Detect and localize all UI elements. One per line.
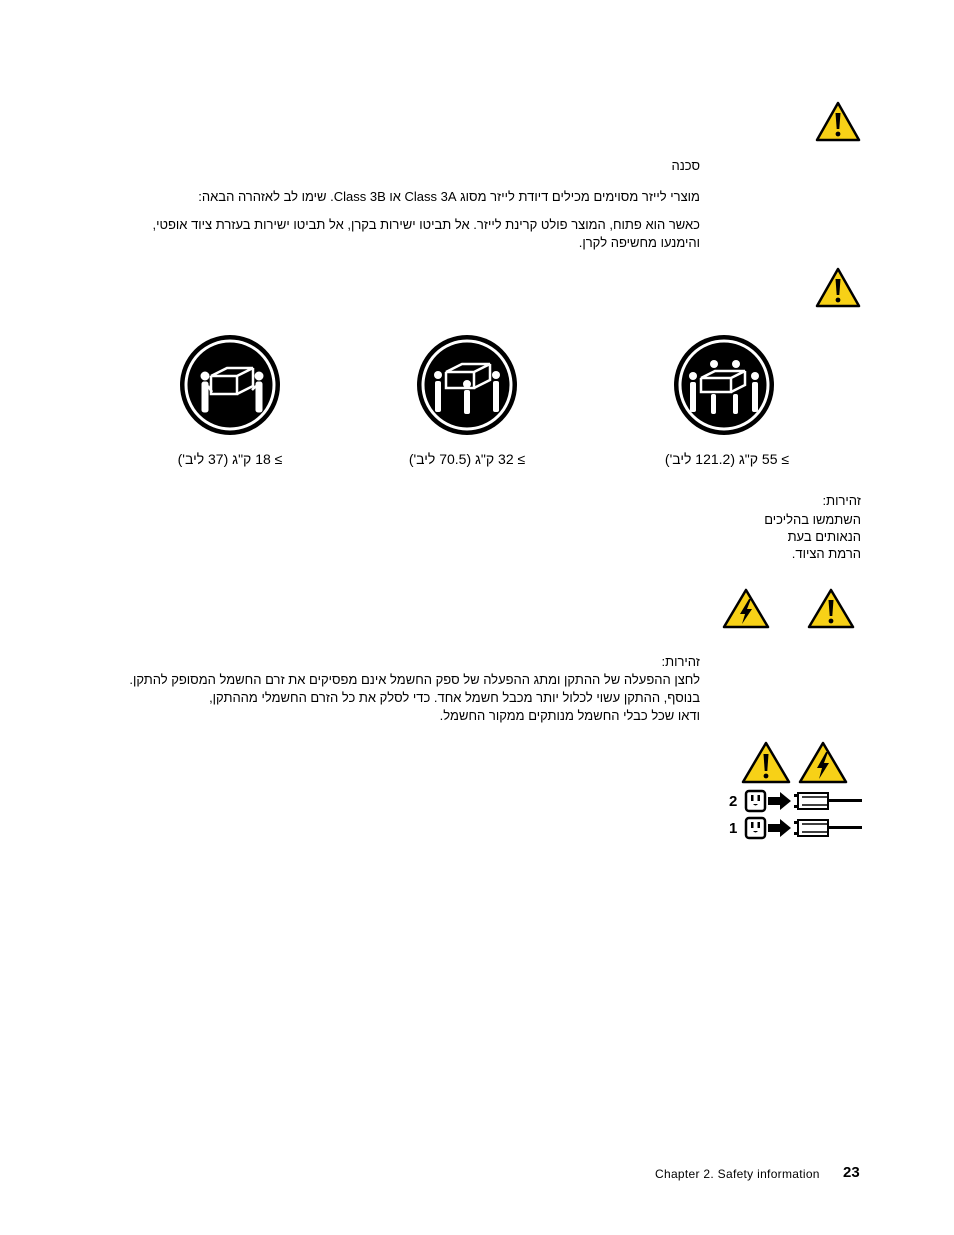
electrical-caution-line-3: ודאו שכל כבלי החשמל מנותקים ממקור החשמל. [439,708,700,723]
danger-heading: סכנה [671,158,700,173]
page-number: 23 [843,1164,860,1181]
footer-chapter-title: Chapter 2. Safety information [655,1167,820,1181]
electrical-hazard-triangle-icon [722,587,770,629]
lift-weight-label-32kg: ≥ 32 ק"ג (70.5 ליב') [408,451,526,467]
warning-triangle-icon [815,266,861,308]
three-person-lift-icon [416,334,518,436]
power-cord-number-1: 1 [729,820,738,837]
lift-weight-label-55kg: ≥ 55 ק"ג (121.2 ליב') [664,451,790,467]
warning-triangle-icon [741,740,791,784]
four-person-lift-icon [673,334,775,436]
lifting-caution-line-1: השתמשו בהליכים [764,512,861,527]
lifting-caution-line-2: הנאותים בעת [787,529,861,544]
electrical-hazard-triangle-icon [798,740,848,784]
warning-triangle-icon [807,587,855,629]
laser-paragraph-2-line-2: והימנעו מחשיפה לקרן. [578,235,700,250]
lifting-caution-heading: זהירות: [822,493,861,508]
power-cord-number-2: 2 [729,793,738,810]
warning-triangle-icon [815,100,861,142]
electrical-caution-line-2: בנוסף, ההתקן עשוי לכלול יותר מכבל חשמל אחד. כדי לסלק את כל הזרם החשמלי מההתקן, [209,690,700,705]
laser-paragraph-2-line-1: כאשר הוא פתוח, המוצר פולט קרינת לייזר. אל תביטו ישירות בקרן, אל תביטו ישירות בעזרת ציוד אופטי, [152,217,700,232]
power-outlet-cord-icon [744,816,864,840]
electrical-caution-heading: זהירות: [661,654,700,669]
lift-weight-label-18kg: ≥ 18 ק"ג (37 ליב') [177,451,283,467]
two-person-lift-icon [179,334,281,436]
power-outlet-cord-icon [744,789,864,813]
electrical-caution-line-1: לחצן ההפעלה של ההתקן ומתג ההפעלה של ספק החשמל אינם מפסיקים את זרם החשמל המסופק להתקן. [129,672,700,687]
lifting-caution-line-3: הרמת הציוד. [791,546,861,561]
laser-paragraph-1: מוצרי לייזר מסוימים מכילים דיודת לייזר מסוג Class 3A או Class 3B. שימו לב לאזהרה הבאה: [198,189,700,204]
